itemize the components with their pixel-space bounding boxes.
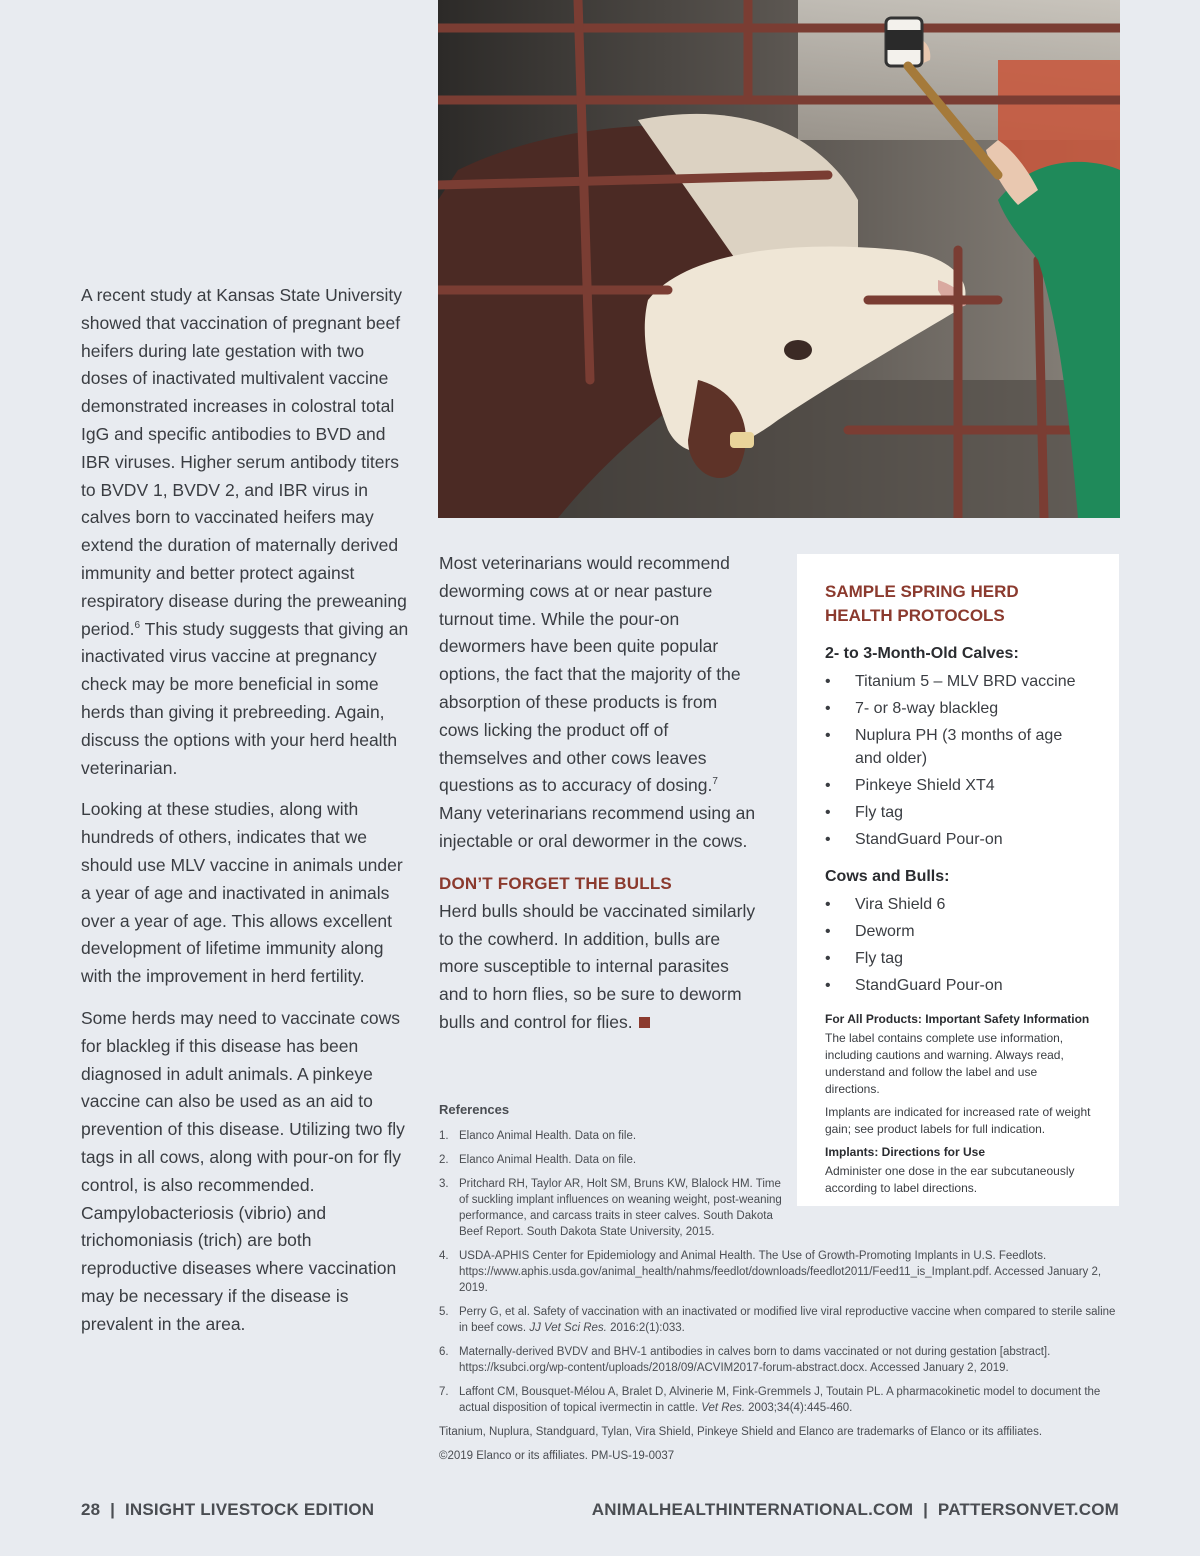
sidebar-title: SAMPLE SPRING HERD HEALTH PROTOCOLS xyxy=(825,582,1019,625)
footer-publication: 28 | INSIGHT LIVESTOCK EDITION xyxy=(81,1500,375,1519)
cows-bulls-heading: Cows and Bulls: xyxy=(825,868,950,885)
implant-note: Implants are indicated for increased rate of weight gain; see product labels for full indication. xyxy=(825,1105,1091,1136)
reference-item: 1. Elanco Animal Health. Data on file. xyxy=(439,1130,637,1142)
left-column xyxy=(81,282,411,1352)
reference-item: 5. Perry G, et al. Safety of vaccination with an inactivated or modified live viral reproductive vaccine when compared to sterile saline in beef cows. JJ Vet Sci Res. 2016:2(1):033. xyxy=(439,1306,1116,1334)
list-item: • Pinkeye Shield XT4 xyxy=(825,774,1091,797)
cow-vaccination-photo xyxy=(438,0,1120,518)
list-item: • StandGuard Pour-on xyxy=(825,828,1091,851)
list-item: • 7- or 8-way blackleg xyxy=(825,697,1091,720)
references xyxy=(439,1102,1119,1472)
paragraph: Looking at these studies, along with hundreds of others, indicates that we should use MLV vaccine in animals under a year of age and inactivated in animals over a year of age. This allows excellent development of lifetime immunity along with the improvement in herd fertility. xyxy=(81,799,403,987)
citation-superscript: 6 xyxy=(134,619,141,631)
paragraph: Some herds may need to vaccinate cows for blackleg if this disease has been diagnosed in adult animals. A pinkeye vaccine can also be used as an aid to prevention of this disease. Utilizing two fly tags in all cows, along with pour-on for fly control, is also recommended. Campylobacteriosis (vibrio) and trichomoniasis (trich) are both reproductive diseases where vaccination may be necessary if the disease is prevalent in the area. xyxy=(81,1007,405,1334)
paragraph: Herd bulls should be vaccinated similarly to the cowherd. In addition, bulls are more susceptible to internal parasites and to horn flies, so be sure to deworm bulls and control for flies. xyxy=(439,900,756,1032)
list-item: • Titanium 5 – MLV BRD vaccine xyxy=(825,670,1091,693)
reference-item: 7. Laffont CM, Bousquet-Mélou A, Bralet D, Alvinerie M, Fink-Gremmels J, Toutain PL. A pharmacokinetic model to document the actual disposition of topical ivermectin in cattle. Vet Res. 2003;34(4):445-460. xyxy=(439,1386,1101,1414)
footer-websites: ANIMALHEALTHINTERNATIONAL.COM | PATTERSONVET.COM xyxy=(591,1500,1119,1519)
copyright-note: ©2019 Elanco or its affiliates. PM-US-19-0037 xyxy=(439,1450,675,1462)
list-item: • Vira Shield 6 xyxy=(825,893,1091,916)
implant-heading: Implants: Directions for Use xyxy=(825,1145,986,1159)
reference-item: 6. Maternally-derived BVDV and BHV-1 antibodies in calves born to dams vaccinated or not during gestation [abstract]. https://ksubci.org/wp-content/uploads/2018/09/ACVIM2017-forum-abstract.docx. Accessed January 2, 2019. xyxy=(439,1346,1051,1374)
list-item: • Nuplura PH (3 months of age and older) xyxy=(825,724,1091,770)
list-item: • Fly tag xyxy=(825,801,1091,824)
safety-heading: For All Products: Important Safety Information xyxy=(825,1012,1090,1026)
end-of-article-mark xyxy=(639,1017,650,1028)
list-item: • StandGuard Pour-on xyxy=(825,974,1091,997)
paragraph: Most veterinarians would recommend deworming cows at or near pasture turnout time. While the pour-on dewormers have been quite popular options, the fact that the majority of the absorption of these products is from cows licking the product off of themselves and other cows leaves questions as to accuracy of dosing.$^7$ Many veterinarians recommend using an injectable or oral dewormer in the cows. xyxy=(439,553,756,851)
calves-heading: 2- to 3-Month-Old Calves: xyxy=(825,645,1019,662)
paragraph: A recent study at Kansas State University showed that vaccination of pregnant beef heifers during late gestation with two doses of inactivated multivalent vaccine demonstrated increases in colostral total IgG and specific antibodies to BVD and IBR viruses. Higher serum antibody titers to BVDV 1, BVDV 2, and IBR virus in calves born to vaccinated heifers may extend the duration of maternally derived immunity and better protect against respiratory disease during the preweaning period.$^6$ This study suggests that giving an inactivated virus vaccine at pregnancy check may be more beneficial in some herds than giving it prebreeding. Again, discuss the options with your herd health veterinarian. xyxy=(81,285,409,778)
implant-text: Administer one dose in the ear subcutaneously according to label directions. xyxy=(825,1164,1075,1195)
citation-superscript: 7 xyxy=(712,776,718,788)
trademark-note: Titanium, Nuplura, Standguard, Tylan, Vira Shield, Pinkeye Shield and Elanco are trademarks of Elanco or its affiliates. xyxy=(439,1426,1043,1438)
references-heading: References xyxy=(439,1102,510,1117)
middle-column xyxy=(439,550,759,1051)
list-item: • Deworm xyxy=(825,920,1091,943)
list-item: • Fly tag xyxy=(825,947,1091,970)
cows-bulls-list xyxy=(825,893,1091,997)
safety-text: The label contains complete use information, including cautions and warning. Always read, understand and follow the label and use directions. xyxy=(825,1031,1064,1096)
reference-item: 4. USDA-APHIS Center for Epidemiology and Animal Health. The Use of Growth-Promoting Implants in U.S. Feedlots. https://www.aphis.usda.gov/animal_health/nahms/feedlot/downloads/feedlot2011/Feed11_is_Implant.pdf. Accessed January 2, 2019. xyxy=(439,1250,1102,1294)
reference-item: 2. Elanco Animal Health. Data on file. xyxy=(439,1154,637,1166)
section-heading: DON’T FORGET THE BULLS xyxy=(439,873,672,893)
reference-item: 3. Pritchard RH, Taylor AR, Holt SM, Bruns KW, Blalock HM. Time of suckling implant influences on weaning weight, post-weaning performance, and carcass traits in steer calves. South Dakota Beef Report. South Dakota State University, 2015. xyxy=(439,1178,782,1238)
page-footer xyxy=(81,1500,1119,1528)
calves-list xyxy=(825,670,1091,851)
